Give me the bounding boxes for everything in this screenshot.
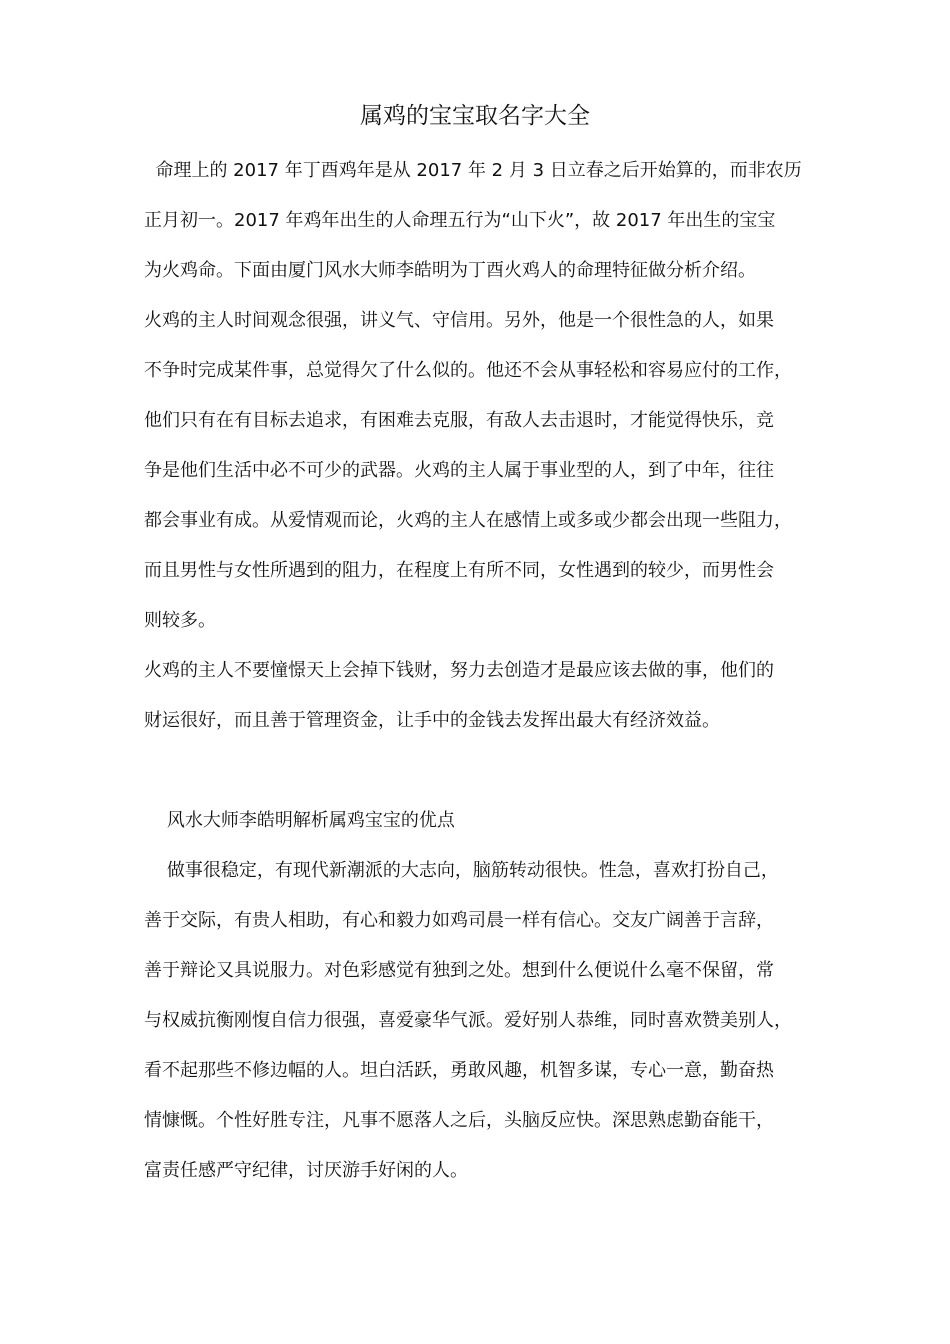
text-line: 看不起那些不修边幅的人。坦白活跃，勇敢风趣，机智多谋，专心一意，勤奋热	[144, 1060, 774, 1081]
intro-paragraphs	[144, 146, 824, 746]
text-line: 火鸡的主人时间观念很强，讲义气、守信用。另外，他是一个很性急的人，如果	[144, 310, 774, 331]
document-title: 属鸡的宝宝取名字大全	[360, 103, 590, 129]
text-line: 富责任感严守纪律，讨厌游手好闲的人。	[144, 1160, 468, 1181]
text-line: 火鸡的主人不要憧憬天上会掉下钱财，努力去创造才是最应该去做的事，他们的	[144, 660, 774, 681]
text-line: 善于辩论又具说服力。对色彩感觉有独到之处。想到什么便说什么毫不保留，常	[144, 960, 774, 981]
text-line: 命理上的 2017 年丁酉鸡年是从 2017 年 2 月 3 日立春之后开始算的，而非农历	[144, 160, 802, 181]
text-line: 不争时完成某件事，总觉得欠了什么似的。他还不会从事轻松和容易应付的工作，	[144, 360, 792, 381]
text-line: 都会事业有成。从爱情观而论，火鸡的主人在感情上或多或少都会出现一些阻力，	[144, 510, 792, 531]
text-line: 做事很稳定，有现代新潮派的大志向，脑筋转动很快。性急，喜欢打扮自己，	[144, 860, 779, 881]
advantages-section	[144, 796, 824, 1196]
text-line: 他们只有在有目标去追求，有困难去克服，有敌人去击退时，才能觉得快乐，竞	[144, 410, 774, 431]
text-line: 为火鸡命。下面由厦门风水大师李皓明为丁酉火鸡人的命理特征做分析介绍。	[144, 260, 756, 281]
text-line: 情慷慨。个性好胜专注，凡事不愿落人之后，头脑反应快。深思熟虑勤奋能干，	[144, 1110, 774, 1131]
text-line: 财运很好，而且善于管理资金，让手中的金钱去发挥出最大有经济效益。	[144, 710, 720, 731]
section-heading: 风水大师李皓明解析属鸡宝宝的优点	[144, 810, 455, 831]
text-line: 而且男性与女性所遇到的阻力，在程度上有所不同，女性遇到的较少，而男性会	[144, 560, 774, 581]
text-line: 正月初一。2017 年鸡年出生的人命理五行为“山下火”，故 2017 年出生的宝宝	[144, 210, 776, 231]
text-line: 善于交际，有贵人相助，有心和毅力如鸡司晨一样有信心。交友广阔善于言辞，	[144, 910, 774, 931]
text-line: 则较多。	[144, 610, 216, 631]
text-line: 与权威抗衡刚愎自信力很强，喜爱豪华气派。爱好别人恭维，同时喜欢赞美别人，	[144, 1010, 792, 1031]
text-line: 争是他们生活中必不可少的武器。火鸡的主人属于事业型的人，到了中年，往往	[144, 460, 774, 481]
